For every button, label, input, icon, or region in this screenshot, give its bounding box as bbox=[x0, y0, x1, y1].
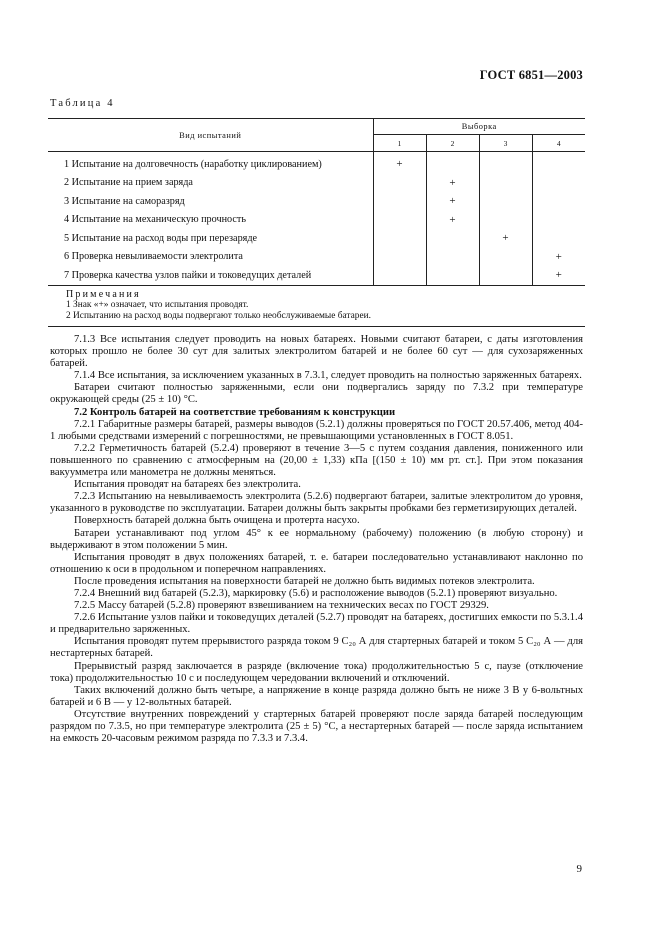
sample-mark-cell: + bbox=[426, 211, 479, 230]
sample-mark-cell bbox=[426, 152, 479, 174]
paragraph: 7.1.3 Все испытания следует проводить на новых батареях. Новыми считают батареи, с даты изготовления которых прошло не более 30 сут для залитых электролитом батарей и не более 60 сут — для сухозаряженных батарей. bbox=[50, 334, 583, 370]
note-1: 1 Знак «+» означает, что испытания проводят. bbox=[66, 299, 249, 310]
paragraph: Испытания проводят путем прерывистого разряда током 9 C₂₀ А для стартерных батарей и током 5 C₂₀ А — для нестартерных батарей. bbox=[50, 636, 583, 660]
sample-mark-cell: + bbox=[555, 269, 562, 282]
paragraph: 7.1.4 Все испытания, за исключением указанных в 7.3.1, следует проводить на полностью заряженных батареях. bbox=[74, 370, 582, 382]
paragraph: 7.2.4 Внешний вид батарей (5.2.3), маркировку (5.6) и расположение выводов (5.2.1) проверяют визуально. bbox=[74, 587, 558, 599]
sample-mark-cell bbox=[479, 248, 532, 267]
paragraph: Батареи считают полностью заряженными, если они подвергались заряду по 7.3.2 при температуре окружающей среды (25 ± 10) °С. bbox=[50, 382, 583, 406]
paragraph: Батареи устанавливают под углом 45° к ее нормальному (рабочему) положению (в любую сторону) и выдерживают в этом положении 5 мин. bbox=[50, 527, 583, 551]
test-matrix-table bbox=[48, 118, 585, 327]
column-header-sample-1: 1 bbox=[373, 135, 426, 152]
column-header-sample-2: 2 bbox=[426, 135, 479, 152]
paragraph: После проведения испытания на поверхности батарей не должно быть видимых потеков электролита. bbox=[74, 575, 535, 587]
sample-mark-cell bbox=[426, 248, 479, 267]
sample-mark-cell: + bbox=[426, 174, 479, 193]
table-row bbox=[48, 229, 585, 248]
document-code-header: ГОСТ 6851—2003 bbox=[479, 68, 583, 82]
test-type-cell: 7 Проверка качества узлов пайки и токоведущих деталей bbox=[48, 266, 373, 285]
test-type-cell: 4 Испытание на механическую прочность bbox=[48, 211, 373, 230]
sample-mark-cell bbox=[479, 174, 532, 193]
sample-mark-cell bbox=[373, 211, 426, 230]
sample-mark-cell bbox=[532, 192, 585, 211]
sample-mark-cell bbox=[373, 248, 426, 267]
sample-mark-cell bbox=[426, 266, 479, 285]
table-row bbox=[48, 152, 585, 174]
table-notes bbox=[48, 285, 585, 326]
page-number: 9 bbox=[576, 863, 582, 875]
paragraph: 7.2.6 Испытание узлов пайки и токоведущих деталей (5.2.7) проводят на батареях, достигших емкости по 5.3.1.4 и предварительно заряженных. bbox=[50, 612, 583, 636]
table-row bbox=[48, 174, 585, 193]
column-header-sample-3: 3 bbox=[479, 135, 532, 152]
test-type-cell: 2 Испытание на прием заряда bbox=[48, 174, 373, 193]
table-row bbox=[48, 192, 585, 211]
paragraph: Прерывистый разряд заключается в разряде (включение тока) продолжительностью 5 с, паузе (отключение тока) продолжительностью 10 с и последующем чередовании включений и отключений. bbox=[50, 660, 583, 684]
paragraph: Поверхность батарей должна быть очищена и протерта насухо. bbox=[74, 515, 360, 527]
sample-mark-cell bbox=[373, 174, 426, 193]
column-header-sample-4: 4 bbox=[532, 135, 585, 152]
sample-mark-cell bbox=[373, 192, 426, 211]
sample-mark-cell: + bbox=[555, 250, 562, 263]
test-type-cell: 3 Испытание на саморазряд bbox=[48, 192, 373, 211]
sample-mark-cell bbox=[426, 229, 479, 248]
notes-title: Примечания bbox=[66, 288, 141, 300]
table-caption: Таблица 4 bbox=[50, 98, 115, 109]
paragraph: 7.2.1 Габаритные размеры батарей, размеры выводов (5.2.1) должны проверяться по ГОСТ 20.57.406, метод 404-1 любыми средствами измерений с погрешностями, не превышающими установленных в ГОСТ 8.051. bbox=[50, 418, 583, 442]
sample-mark-cell bbox=[532, 229, 585, 248]
section-heading: 7.2 Контроль батарей на соответствие требованиям к конструкции bbox=[74, 406, 396, 418]
sample-mark-cell bbox=[373, 229, 426, 248]
sample-mark-cell bbox=[479, 192, 532, 211]
test-type-cell: 5 Испытание на расход воды при перезаряде bbox=[48, 229, 373, 248]
paragraph: 7.2.5 Массу батарей (5.2.8) проверяют взвешиванием на технических весах по ГОСТ 29329. bbox=[74, 600, 489, 612]
test-type-cell: 6 Проверка невыливаемости электролита bbox=[48, 248, 373, 267]
table-row bbox=[48, 248, 585, 267]
document-body bbox=[50, 334, 583, 745]
paragraph: Испытания проводят на батареях без электролита. bbox=[74, 479, 301, 491]
sample-mark-cell bbox=[532, 174, 585, 193]
sample-mark-cell: + bbox=[479, 229, 532, 248]
paragraph: Отсутствие внутренних повреждений у стартерных батарей проверяют после заряда батарей последующим разрядом по 7.3.5, но при температуре электролита (25 ± 5) °С, а нестартерных батарей — после заряда испытанием на емкость 20-часовым режимом разряда по 7.3.3 и 7.3.4. bbox=[50, 708, 583, 745]
sample-mark-cell: + bbox=[373, 152, 426, 174]
column-header-test-type: Вид испытаний bbox=[48, 119, 373, 152]
table-row bbox=[48, 266, 585, 285]
table-row bbox=[48, 211, 585, 230]
column-header-sample: Выборка bbox=[373, 119, 585, 135]
sample-mark-cell bbox=[479, 152, 532, 174]
sample-mark-cell bbox=[479, 211, 532, 230]
sample-mark-cell bbox=[479, 266, 532, 285]
sample-mark-cell: + bbox=[426, 192, 479, 211]
sample-mark-cell bbox=[373, 266, 426, 285]
paragraph: 7.2.3 Испытанию на невыливаемость электролита (5.2.6) подвергают батареи, залитые электролитом до уровня, указанного в руководстве по эксплуатации. Батареи должны быть закрыты пробками без герметизирующих деталей. bbox=[50, 491, 583, 515]
test-type-cell: 1 Испытание на долговечность (наработку циклированием) bbox=[48, 152, 373, 174]
sample-mark-cell bbox=[532, 211, 585, 230]
note-2: 2 Испытанию на расход воды подвергают только необслуживаемые батареи. bbox=[66, 310, 372, 321]
sample-mark-cell bbox=[532, 152, 585, 174]
paragraph: Таких включений должно быть четыре, а напряжение в конце разряда должно быть не ниже 3 В у 6-вольтных батарей и 6 В — у 12-вольтных батарей. bbox=[50, 684, 583, 708]
paragraph: 7.2.2 Герметичность батарей (5.2.4) проверяют в течение 3—5 с путем создания давления, пониженного или повышенного по сравнению с атмосферным на (20,00 ± 1,33) кПа [(150 ± 10) мм рт. ст.]. При этом показания вакуумметра или манометра не должны меняться. bbox=[50, 442, 583, 479]
paragraph: Испытания проводят в двух положениях батарей, т. е. батареи последовательно устанавливают наклонно по отношению к оси в продольном и поперечном направлениях. bbox=[50, 551, 583, 575]
